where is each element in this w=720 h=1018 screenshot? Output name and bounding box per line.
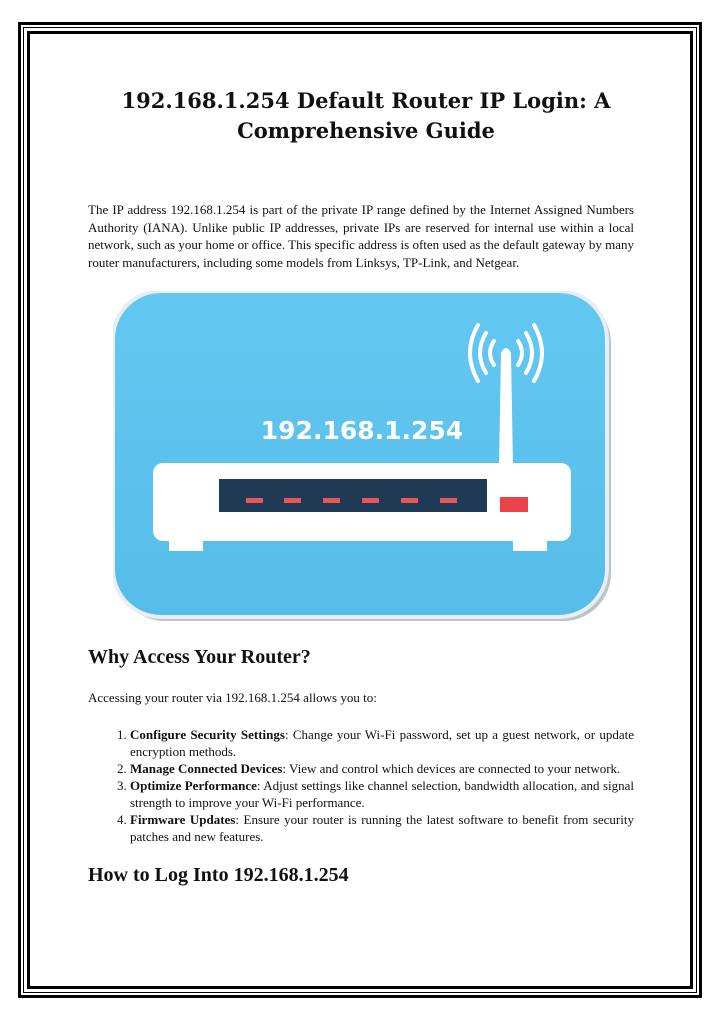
list-item — [130, 726, 634, 760]
list-item — [130, 777, 634, 811]
intro-paragraph: The IP address 192.168.1.254 is part of the private IP range defined by the Internet Assigned Numbers Authority (IANA). Unlike public IP addresses, private IPs are reserved for internal use within a local network, such as your home or office. This specific address is often used as the default gateway by many router manufacturers, including some models from Linksys, TP-Link, and Netgear. — [88, 202, 634, 270]
image-card — [113, 291, 607, 617]
section-heading-how: How to Log Into 192.168.1.254 — [88, 864, 349, 886]
list-item-title: Configure Security Settings — [130, 727, 285, 742]
reasons-list — [88, 726, 634, 845]
router-display-panel — [219, 479, 487, 512]
section-heading-why: Why Access Your Router? — [88, 646, 311, 668]
list-item-title: Optimize Performance — [130, 778, 257, 793]
router-image — [113, 291, 613, 623]
list-item-text: : Change your Wi-Fi password, set up a guest network, or update encryption methods. — [130, 727, 634, 759]
document-content — [88, 86, 634, 887]
router-foot-left — [169, 541, 203, 551]
router-power-button — [500, 497, 528, 512]
document-title: 192.168.1.254 Default Router IP Login: A Comprehensive Guide — [121, 88, 611, 143]
list-item — [130, 811, 634, 845]
list-item-text: : Adjust settings like channel selection, bandwidth allocation, and signal strength to improve your Wi-Fi performance. — [130, 778, 634, 810]
router-illustration — [113, 291, 613, 623]
router-antenna — [499, 348, 513, 467]
list-item — [130, 760, 634, 777]
why-lead-text: Accessing your router via 192.168.1.254 allows you to: — [88, 690, 377, 705]
router-ip-label: 192.168.1.254 — [260, 416, 464, 445]
list-item-text: : View and control which devices are connected to your network. — [282, 761, 621, 776]
list-item-title: Firmware Updates — [130, 812, 236, 827]
list-item-title: Manage Connected Devices — [130, 761, 283, 776]
list-item-text: : Ensure your router is running the latest software to benefit from security patches and new features. — [130, 812, 634, 844]
router-foot-right — [513, 541, 547, 551]
